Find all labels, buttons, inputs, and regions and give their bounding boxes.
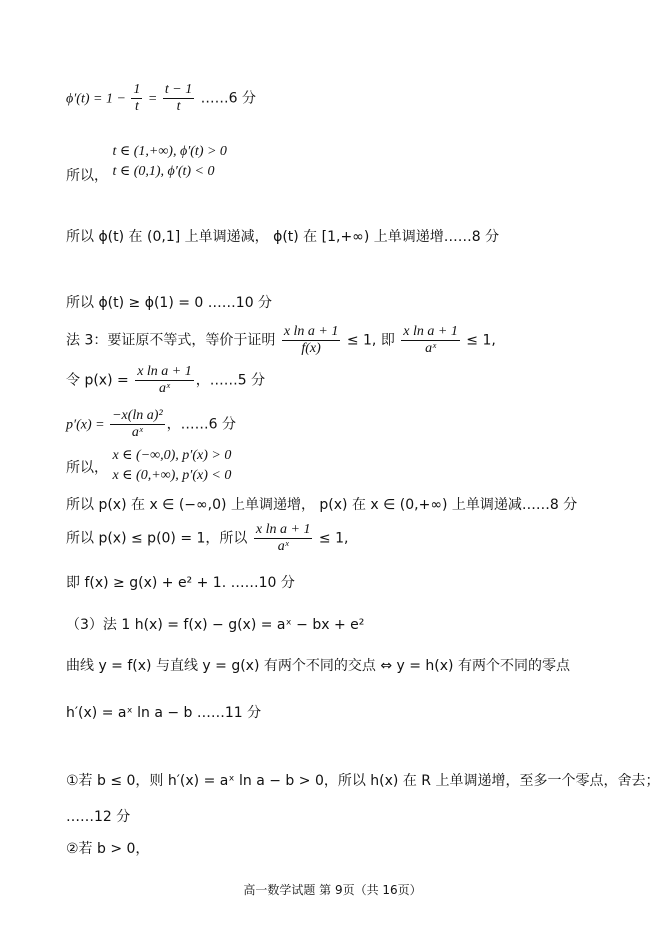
fraction-p-definition: $\frac{\text{x ln a + 1}}{\text{aˣ}}$: [137, 364, 192, 396]
p-cases-stack: x ∈ (−∞,0), p′(x) > 0 x ∈ (0,+∞), p′(x) < 0: [112, 448, 232, 483]
p-max-line: 所以 p(x) ≤ p(0) = 1，所以 $\frac{\text{x ln a + 1}}{\text{aˣ}}$ ≤ 1,: [66, 522, 349, 554]
fraction-one-over-t: $\frac{1}{t}$: [133, 82, 141, 114]
case-b-nonpositive-line: ①若 b ≤ 0，则 h′(x) = aˣ ln a − b > 0，所以 h(x) 在 R 上单调递增，至多一个零点，舍去；: [66, 773, 660, 789]
fraction-xlna-over-ax: $\frac{\text{x ln a + 1}}{\text{aˣ}}$: [403, 324, 458, 356]
method3-statement: 法 3：要证原不等式，等价于证明 $\frac{\text{x ln a + 1}}{f(x)}$ ≤ 1, 即 $\frac{\text{x ln a + 1}}{\text{aˣ}}$ ≤ 1,: [66, 324, 496, 356]
phi-monotonicity-line: 所以 ϕ(t) 在 (0,1] 上单调递减， ϕ(t) 在 [1,+∞) 上单调递增……8 分: [66, 229, 500, 245]
define-p-line: 令 p(x) = $\frac{\text{x ln a + 1}}{\text{aˣ}}$ ，……5 分: [66, 364, 266, 396]
fraction-t-minus-1-over-t: $\frac{t - 1}{t}$: [164, 82, 193, 114]
phi-sign-cases: 所以， t ∈ (1,+∞), ϕ′(t) > 0 t ∈ (0,1), ϕ′(t) < 0: [66, 144, 227, 184]
page-footer: 高一数学试题 第 9页（共 16页）: [243, 883, 422, 897]
fraction-xlna-over-fx: $\frac{\text{x ln a + 1}}{f(x)}$: [283, 324, 339, 356]
derivative-phi-line: ϕ′(t) = 1 − $\frac{1}{t}$ = $\frac{t - 1}{t}$ ……6 分: [66, 82, 257, 114]
part3-method1-line: （3）法 1 h(x) = f(x) − g(x) = aˣ − bx + e²: [66, 617, 365, 633]
case-b-positive-line: ②若 b > 0，: [66, 841, 150, 857]
conclusion-line: 即 f(x) ≥ g(x) + e² + 1. ……10 分: [66, 575, 295, 591]
fraction-p-derivative: $\frac{\text{−x(ln a)²}}{\text{aˣ}}$: [112, 408, 163, 440]
fraction-conclusion: $\frac{\text{x ln a + 1}}{\text{aˣ}}$: [255, 522, 311, 554]
equivalence-line: 曲线 y = f(x) 与直线 y = g(x) 有两个不同的交点 ⇔ y = h(x) 有两个不同的零点: [66, 658, 570, 674]
phi-cases-stack: t ∈ (1,+∞), ϕ′(t) > 0 t ∈ (0,1), ϕ′(t) < 0: [112, 144, 227, 179]
phi-derivative-lhs: ϕ′(t) = 1 −: [66, 91, 130, 107]
p-monotonicity-line: 所以 p(x) 在 x ∈ (−∞,0) 上单调递增， p(x) 在 x ∈ (0,+∞) 上单调递减……8 分: [66, 497, 578, 513]
p-sign-cases: 所以， x ∈ (−∞,0), p′(x) > 0 x ∈ (0,+∞), p′(x) < 0: [66, 446, 231, 486]
p-derivative-line: p′(x) = $\frac{\text{−x(ln a)²}}{\text{aˣ}}$ ，……6 分: [66, 408, 236, 440]
score-12-line: ……12 分: [66, 809, 131, 825]
phi-min-line: 所以 ϕ(t) ≥ ϕ(1) = 0 ……10 分: [66, 295, 273, 311]
h-derivative-line: h′(x) = aˣ ln a − b ……11 分: [66, 705, 262, 721]
